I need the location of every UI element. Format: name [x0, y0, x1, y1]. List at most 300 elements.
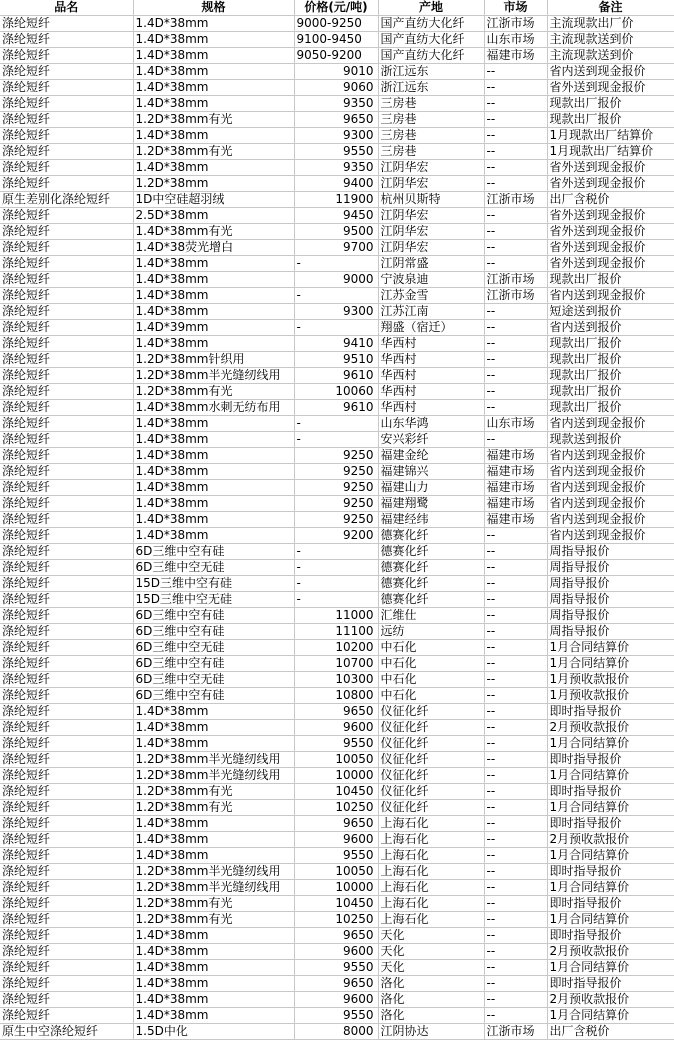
cell-product-name: 涤纶短纤: [0, 736, 133, 752]
cell-origin: 上海石化: [378, 848, 484, 864]
cell-price: 10000: [294, 880, 378, 896]
cell-product-name: 涤纶短纤: [0, 240, 133, 256]
table-row: [0, 528, 674, 544]
cell-product-name: 涤纶短纤: [0, 720, 133, 736]
cell-origin: 汇维仕: [378, 608, 484, 624]
cell-market: --: [484, 144, 547, 160]
cell-origin: 远纺: [378, 624, 484, 640]
cell-remark: 出厂含税价: [547, 1024, 674, 1040]
cell-product-name: 涤纶短纤: [0, 416, 133, 432]
cell-spec: 6D三维中空有硅: [133, 688, 294, 704]
cell-price: -: [294, 416, 378, 432]
cell-origin: 德赛化纤: [378, 528, 484, 544]
cell-market: --: [484, 256, 547, 272]
cell-price: 9650: [294, 112, 378, 128]
cell-spec: 1.4D*38mm: [133, 720, 294, 736]
cell-product-name: 涤纶短纤: [0, 432, 133, 448]
cell-origin: 中石化: [378, 656, 484, 672]
cell-origin: 国产直纺大化纤: [378, 16, 484, 32]
cell-origin: 上海石化: [378, 816, 484, 832]
cell-spec: 1.4D*38mm: [133, 976, 294, 992]
cell-market: --: [484, 992, 547, 1008]
cell-market: --: [484, 896, 547, 912]
table-row: [0, 512, 674, 528]
cell-remark: 1月预收款报价: [547, 672, 674, 688]
cell-price: 11900: [294, 192, 378, 208]
cell-origin: 华西村: [378, 336, 484, 352]
cell-spec: 1.4D*38mm: [133, 928, 294, 944]
cell-origin: 仪征化纤: [378, 752, 484, 768]
cell-spec: 1.2D*38mm有光: [133, 800, 294, 816]
cell-product-name: 涤纶短纤: [0, 816, 133, 832]
cell-origin: 三房巷: [378, 144, 484, 160]
cell-remark: 1月合同结算价: [547, 880, 674, 896]
cell-origin: 德赛化纤: [378, 544, 484, 560]
cell-price: -: [294, 288, 378, 304]
cell-spec: 6D三维中空无硅: [133, 560, 294, 576]
cell-remark: 省外送到现金报价: [547, 80, 674, 96]
cell-product-name: 涤纶短纤: [0, 832, 133, 848]
cell-price: 9350: [294, 96, 378, 112]
table-row: [0, 288, 674, 304]
cell-spec: 1.4D*38荧光增白: [133, 240, 294, 256]
table-row: [0, 640, 674, 656]
cell-remark: 1月现款出厂结算价: [547, 128, 674, 144]
cell-spec: 1.4D*38mm有光: [133, 224, 294, 240]
table-row: [0, 848, 674, 864]
table-row: [0, 800, 674, 816]
cell-remark: 现款出厂报价: [547, 384, 674, 400]
cell-spec: 6D三维中空有硅: [133, 624, 294, 640]
cell-origin: 华西村: [378, 352, 484, 368]
table-row: [0, 704, 674, 720]
cell-product-name: 涤纶短纤: [0, 960, 133, 976]
cell-price: 9250: [294, 464, 378, 480]
cell-spec: 2.5D*38mm: [133, 208, 294, 224]
cell-price: 9600: [294, 720, 378, 736]
table-row: [0, 688, 674, 704]
table-row: [0, 416, 674, 432]
table-row: [0, 960, 674, 976]
cell-market: 福建市场: [484, 464, 547, 480]
table-row: [0, 896, 674, 912]
cell-origin: 江苏金雪: [378, 288, 484, 304]
cell-origin: 三房巷: [378, 128, 484, 144]
cell-origin: 洛化: [378, 992, 484, 1008]
cell-market: --: [484, 224, 547, 240]
cell-remark: 省外送到现金报价: [547, 224, 674, 240]
cell-price: 9250: [294, 496, 378, 512]
cell-market: --: [484, 432, 547, 448]
cell-spec: 1.4D*38mm: [133, 272, 294, 288]
cell-market: --: [484, 336, 547, 352]
cell-product-name: 涤纶短纤: [0, 16, 133, 32]
cell-price: 9610: [294, 368, 378, 384]
cell-remark: 1月合同结算价: [547, 912, 674, 928]
cell-market: --: [484, 368, 547, 384]
cell-remark: 即时指导报价: [547, 704, 674, 720]
cell-origin: 仪征化纤: [378, 768, 484, 784]
cell-price: 9300: [294, 304, 378, 320]
cell-spec: 6D三维中空有硅: [133, 544, 294, 560]
cell-product-name: 涤纶短纤: [0, 976, 133, 992]
cell-spec: 1.4D*38mm: [133, 512, 294, 528]
cell-origin: 中石化: [378, 688, 484, 704]
cell-spec: 6D三维中空无硅: [133, 672, 294, 688]
cell-product-name: 涤纶短纤: [0, 480, 133, 496]
table-row: [0, 608, 674, 624]
cell-price: 9550: [294, 848, 378, 864]
cell-origin: 江阴华宏: [378, 224, 484, 240]
cell-market: --: [484, 384, 547, 400]
cell-product-name: 涤纶短纤: [0, 32, 133, 48]
header-product-name: 品名: [0, 0, 133, 16]
cell-spec: 1.4D*38mm: [133, 128, 294, 144]
table-row: [0, 320, 674, 336]
cell-remark: 周指导报价: [547, 608, 674, 624]
cell-market: --: [484, 688, 547, 704]
cell-price: -: [294, 544, 378, 560]
table-row: [0, 384, 674, 400]
table-row: [0, 144, 674, 160]
cell-remark: 短途送到报价: [547, 304, 674, 320]
table-row: [0, 32, 674, 48]
cell-origin: 杭州贝斯特: [378, 192, 484, 208]
cell-market: --: [484, 944, 547, 960]
cell-origin: 浙江远东: [378, 80, 484, 96]
cell-price: 10050: [294, 864, 378, 880]
cell-remark: 出厂含税价: [547, 192, 674, 208]
cell-origin: 山东华鸿: [378, 416, 484, 432]
cell-spec: 1.4D*38mm: [133, 256, 294, 272]
cell-spec: 1.2D*38mm半光缝纫线用: [133, 880, 294, 896]
cell-remark: 2月预收款报价: [547, 832, 674, 848]
cell-market: --: [484, 736, 547, 752]
table-row: [0, 112, 674, 128]
cell-origin: 福建翔鹭: [378, 496, 484, 512]
cell-remark: 现款出厂报价: [547, 368, 674, 384]
cell-remark: 省外送到现金报价: [547, 160, 674, 176]
table-row: [0, 576, 674, 592]
cell-price: 9650: [294, 928, 378, 944]
cell-market: --: [484, 96, 547, 112]
cell-price: 9300: [294, 128, 378, 144]
cell-remark: 现款出厂报价: [547, 336, 674, 352]
cell-price: 9050-9200: [294, 48, 378, 64]
cell-market: --: [484, 960, 547, 976]
cell-product-name: 涤纶短纤: [0, 368, 133, 384]
cell-price: 9200: [294, 528, 378, 544]
cell-market: --: [484, 800, 547, 816]
cell-market: --: [484, 976, 547, 992]
cell-product-name: 涤纶短纤: [0, 304, 133, 320]
cell-spec: 1.4D*38mm: [133, 448, 294, 464]
cell-remark: 1月合同结算价: [547, 768, 674, 784]
cell-market: --: [484, 544, 547, 560]
cell-spec: 1.4D*38mm: [133, 416, 294, 432]
header-spec: 规格: [133, 0, 294, 16]
cell-spec: 1.4D*38mm: [133, 160, 294, 176]
header-row: [0, 0, 674, 16]
cell-price: 9510: [294, 352, 378, 368]
cell-product-name: 涤纶短纤: [0, 400, 133, 416]
cell-price: -: [294, 320, 378, 336]
cell-spec: 1.4D*38mm: [133, 848, 294, 864]
cell-origin: 福建锦兴: [378, 464, 484, 480]
cell-remark: 现款送到报价: [547, 432, 674, 448]
cell-market: --: [484, 832, 547, 848]
cell-spec: 6D三维中空有硅: [133, 656, 294, 672]
cell-remark: 2月预收款报价: [547, 944, 674, 960]
cell-price: 9550: [294, 144, 378, 160]
cell-remark: 现款出厂报价: [547, 352, 674, 368]
header-origin: 产地: [378, 0, 484, 16]
cell-market: --: [484, 592, 547, 608]
cell-product-name: 涤纶短纤: [0, 336, 133, 352]
cell-price: 9550: [294, 736, 378, 752]
cell-price: 8000: [294, 1024, 378, 1040]
cell-remark: 2月预收款报价: [547, 992, 674, 1008]
cell-product-name: 涤纶短纤: [0, 608, 133, 624]
cell-market: 福建市场: [484, 448, 547, 464]
table-row: [0, 80, 674, 96]
cell-spec: 1.4D*38mm: [133, 736, 294, 752]
table-row: [0, 64, 674, 80]
cell-remark: 主流现款送到价: [547, 32, 674, 48]
cell-spec: 1.4D*38mm: [133, 704, 294, 720]
cell-price: 10700: [294, 656, 378, 672]
cell-product-name: 涤纶短纤: [0, 144, 133, 160]
table-row: [0, 992, 674, 1008]
cell-origin: 仪征化纤: [378, 784, 484, 800]
cell-market: 福建市场: [484, 48, 547, 64]
cell-remark: 周指导报价: [547, 576, 674, 592]
cell-market: --: [484, 640, 547, 656]
table-row: [0, 368, 674, 384]
cell-product-name: 涤纶短纤: [0, 160, 133, 176]
cell-remark: 现款出厂报价: [547, 400, 674, 416]
cell-market: --: [484, 208, 547, 224]
cell-market: --: [484, 80, 547, 96]
table-row: [0, 1008, 674, 1024]
cell-spec: 1.2D*38mm有光: [133, 384, 294, 400]
table-row: [0, 160, 674, 176]
cell-remark: 省外送到现金报价: [547, 208, 674, 224]
cell-remark: 即时指导报价: [547, 784, 674, 800]
cell-remark: 省外送到现金报价: [547, 256, 674, 272]
cell-market: --: [484, 656, 547, 672]
cell-price: 9010: [294, 64, 378, 80]
cell-market: --: [484, 320, 547, 336]
cell-market: --: [484, 768, 547, 784]
cell-remark: 省内送到现金报价: [547, 288, 674, 304]
cell-spec: 1.4D*38mm: [133, 832, 294, 848]
cell-market: --: [484, 816, 547, 832]
cell-product-name: 涤纶短纤: [0, 624, 133, 640]
cell-product-name: 涤纶短纤: [0, 288, 133, 304]
cell-product-name: 涤纶短纤: [0, 528, 133, 544]
cell-price: 9450: [294, 208, 378, 224]
cell-spec: 1.4D*38mm: [133, 464, 294, 480]
cell-price: 10450: [294, 896, 378, 912]
cell-product-name: 涤纶短纤: [0, 112, 133, 128]
table-row: [0, 720, 674, 736]
cell-origin: 天化: [378, 960, 484, 976]
cell-market: 福建市场: [484, 512, 547, 528]
cell-remark: 即时指导报价: [547, 864, 674, 880]
table-row: [0, 656, 674, 672]
cell-product-name: 涤纶短纤: [0, 848, 133, 864]
cell-spec: 15D三维中空无硅: [133, 592, 294, 608]
cell-price: 10250: [294, 912, 378, 928]
cell-price: 10300: [294, 672, 378, 688]
cell-product-name: 原生差别化涤纶短纤: [0, 192, 133, 208]
cell-product-name: 涤纶短纤: [0, 944, 133, 960]
cell-market: --: [484, 160, 547, 176]
cell-origin: 福建金纶: [378, 448, 484, 464]
cell-product-name: 涤纶短纤: [0, 800, 133, 816]
cell-origin: 天化: [378, 944, 484, 960]
cell-product-name: 涤纶短纤: [0, 176, 133, 192]
cell-spec: 1.2D*38mm有光: [133, 784, 294, 800]
cell-price: -: [294, 432, 378, 448]
cell-product-name: 涤纶短纤: [0, 352, 133, 368]
cell-product-name: 涤纶短纤: [0, 384, 133, 400]
cell-product-name: 涤纶短纤: [0, 128, 133, 144]
cell-remark: 省内送到现金报价: [547, 416, 674, 432]
cell-market: --: [484, 528, 547, 544]
table-row: [0, 192, 674, 208]
table-row: [0, 480, 674, 496]
cell-market: --: [484, 400, 547, 416]
cell-origin: 德赛化纤: [378, 592, 484, 608]
cell-spec: 1.4D*38mm水刺无纺布用: [133, 400, 294, 416]
cell-spec: 1.2D*38mm有光: [133, 112, 294, 128]
cell-product-name: 涤纶短纤: [0, 64, 133, 80]
table-row: [0, 400, 674, 416]
table-row: [0, 912, 674, 928]
cell-market: --: [484, 560, 547, 576]
cell-spec: 1.4D*38mm: [133, 960, 294, 976]
cell-product-name: 原生中空涤纶短纤: [0, 1024, 133, 1040]
cell-spec: 1.2D*38mm半光缝纫线用: [133, 368, 294, 384]
cell-price: 9650: [294, 704, 378, 720]
cell-spec: 1D中空硅超羽绒: [133, 192, 294, 208]
cell-remark: 周指导报价: [547, 560, 674, 576]
table-row: [0, 944, 674, 960]
cell-remark: 1月合同结算价: [547, 848, 674, 864]
cell-market: --: [484, 848, 547, 864]
cell-origin: 仪征化纤: [378, 800, 484, 816]
cell-remark: 即时指导报价: [547, 928, 674, 944]
cell-origin: 江阴协达: [378, 1024, 484, 1040]
cell-origin: 华西村: [378, 368, 484, 384]
cell-market: --: [484, 784, 547, 800]
cell-product-name: 涤纶短纤: [0, 320, 133, 336]
cell-product-name: 涤纶短纤: [0, 48, 133, 64]
table-row: [0, 16, 674, 32]
cell-spec: 1.4D*38mm: [133, 528, 294, 544]
cell-origin: 江阴华宏: [378, 176, 484, 192]
cell-price: 10450: [294, 784, 378, 800]
cell-spec: 1.4D*38mm: [133, 992, 294, 1008]
cell-remark: 周指导报价: [547, 624, 674, 640]
cell-origin: 福建山力: [378, 480, 484, 496]
table-row: [0, 560, 674, 576]
cell-origin: 江苏江南: [378, 304, 484, 320]
header-price: 价格(元/吨): [294, 0, 378, 16]
cell-price: 10060: [294, 384, 378, 400]
cell-price: 9350: [294, 160, 378, 176]
cell-spec: 1.4D*38mm: [133, 32, 294, 48]
table-row: [0, 736, 674, 752]
cell-origin: 上海石化: [378, 832, 484, 848]
cell-price: 10050: [294, 752, 378, 768]
cell-product-name: 涤纶短纤: [0, 80, 133, 96]
header-remark: 备注: [547, 0, 674, 16]
cell-product-name: 涤纶短纤: [0, 992, 133, 1008]
cell-spec: 1.4D*38mm: [133, 96, 294, 112]
table-row: [0, 464, 674, 480]
cell-remark: 2月预收款报价: [547, 720, 674, 736]
cell-spec: 1.2D*38mm半光缝纫线用: [133, 752, 294, 768]
cell-remark: 省内送到现金报价: [547, 480, 674, 496]
cell-remark: 省内送到现金报价: [547, 464, 674, 480]
cell-remark: 主流现款出厂价: [547, 16, 674, 32]
cell-price: 9000: [294, 272, 378, 288]
cell-remark: 省内送到现金报价: [547, 64, 674, 80]
cell-price: 9650: [294, 816, 378, 832]
cell-remark: 即时指导报价: [547, 976, 674, 992]
cell-origin: 上海石化: [378, 912, 484, 928]
cell-remark: 周指导报价: [547, 544, 674, 560]
cell-price: -: [294, 576, 378, 592]
cell-remark: 1月现款出厂结算价: [547, 144, 674, 160]
cell-price: 10250: [294, 800, 378, 816]
cell-origin: 上海石化: [378, 896, 484, 912]
table-row: [0, 432, 674, 448]
table-row: [0, 832, 674, 848]
cell-spec: 1.4D*38mm: [133, 304, 294, 320]
table-row: [0, 880, 674, 896]
cell-remark: 省内送到现金报价: [547, 496, 674, 512]
table-row: [0, 496, 674, 512]
cell-product-name: 涤纶短纤: [0, 272, 133, 288]
cell-spec: 1.4D*38mm: [133, 16, 294, 32]
table-row: [0, 1024, 674, 1040]
cell-spec: 1.5D中化: [133, 1024, 294, 1040]
table-row: [0, 544, 674, 560]
cell-spec: 1.2D*38mm有光: [133, 912, 294, 928]
cell-remark: 即时指导报价: [547, 752, 674, 768]
cell-product-name: 涤纶短纤: [0, 96, 133, 112]
cell-origin: 翔盛（宿迁）: [378, 320, 484, 336]
cell-origin: 浙江远东: [378, 64, 484, 80]
cell-product-name: 涤纶短纤: [0, 752, 133, 768]
cell-price: 9600: [294, 944, 378, 960]
cell-market: --: [484, 1008, 547, 1024]
cell-remark: 省内送到现金报价: [547, 528, 674, 544]
cell-origin: 天化: [378, 928, 484, 944]
cell-product-name: 涤纶短纤: [0, 512, 133, 528]
cell-spec: 1.2D*38mm半光缝纫线用: [133, 768, 294, 784]
cell-origin: 安兴彩纤: [378, 432, 484, 448]
header-market: 市场: [484, 0, 547, 16]
cell-price: 10800: [294, 688, 378, 704]
table-row: [0, 672, 674, 688]
cell-spec: 1.2D*38mm有光: [133, 896, 294, 912]
cell-product-name: 涤纶短纤: [0, 784, 133, 800]
